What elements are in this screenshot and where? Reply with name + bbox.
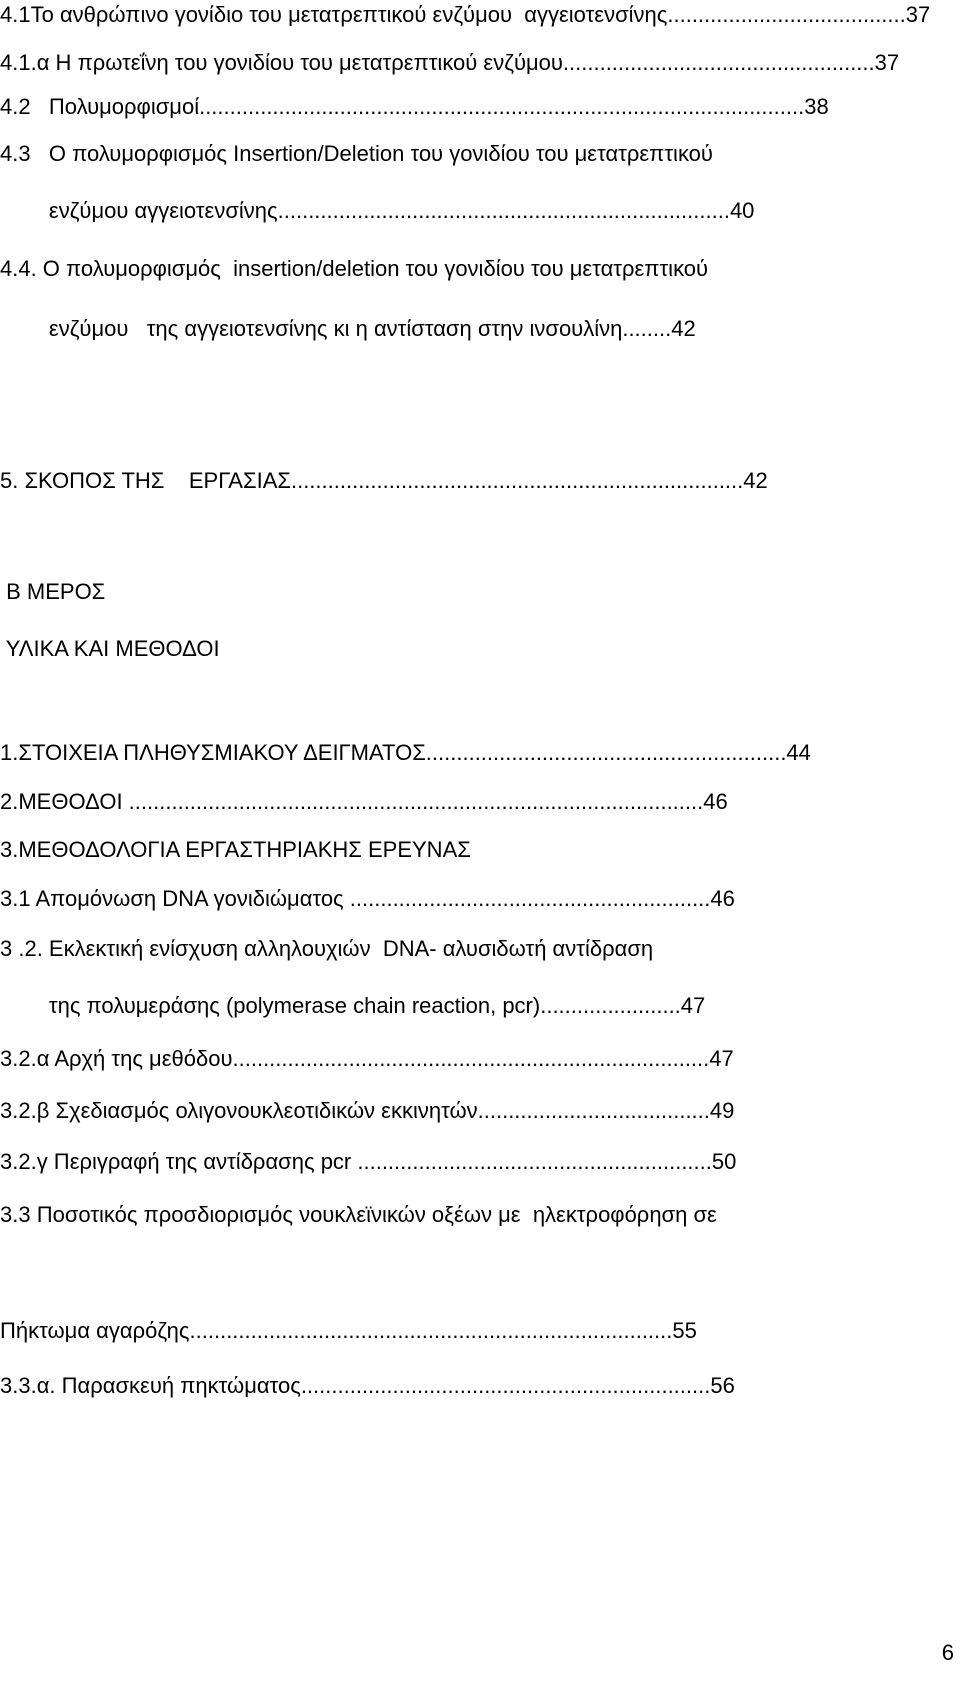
toc-entry-4-2: 4.2 Πολυμορφισμοί...................................................................................................38	[0, 94, 829, 119]
toc-entry-3-2-cont: της πολυμεράσης (polymerase chain reaction, pcr).......................47	[0, 993, 706, 1018]
toc-entry-4-1: 4.1Το ανθρώπινο γονίδιο του μετατρεπτικού ενζύμου αγγειοτενσίνης.......................................37	[0, 2, 931, 27]
toc-entry-3-2-b: 3.2.β Σχεδιασμός ολιγονουκλεοτιδικών εκκινητών......................................49	[0, 1098, 735, 1123]
toc-entry-3-3-cont: Πήκτωμα αγαρόζης...............................................................................55	[0, 1318, 697, 1343]
toc-entry-3-2: 3 .2. Εκλεκτική ενίσχυση αλληλουχιών DNA- αλυσιδωτή αντίδραση	[0, 936, 654, 961]
toc-entry-3-3-a: 3.3.α. Παρασκευή πηκτώματος...................................................................56	[0, 1373, 735, 1398]
toc-entry-5: 5. ΣΚΟΠΟΣ ΤΗΣ ΕΡΓΑΣΙΑΣ..........................................................................42	[0, 468, 768, 493]
section-heading-materials-methods: ΥΛΙΚΑ ΚΑΙ ΜΕΘΟΔΟΙ	[0, 636, 220, 661]
toc-entry-1: 1.ΣΤΟΙΧΕΙΑ ΠΛΗΘΥΣΜΙΑΚΟΥ ΔΕΙΓΜΑΤΟΣ...........................................................44	[0, 740, 811, 765]
toc-entry-3-2-a: 3.2.α Αρχή της μεθόδου..............................................................................47	[0, 1046, 734, 1071]
toc-entry-4-3: 4.3 Ο πολυμορφισμός Insertion/Deletion του γονιδίου του μετατρεπτικού	[0, 141, 713, 166]
toc-entry-4-4: 4.4. Ο πολυμορφισμός insertion/deletion του γονιδίου του μετατρεπτικού	[0, 256, 709, 281]
toc-entry-3-3: 3.3 Ποσοτικός προσδιορισμός νουκλεϊνικών οξέων με ηλεκτροφόρηση σε	[0, 1202, 717, 1227]
toc-entry-4-1-a: 4.1.α Η πρωτεΐνη του γονιδίου του μετατρεπτικού ενζύμου...................................................37	[0, 50, 900, 75]
toc-entry-2: 2.ΜΕΘΟΔΟΙ ..............................................................................................46	[0, 789, 728, 814]
section-heading-part-b: Β ΜΕΡΟΣ	[0, 579, 106, 604]
toc-entry-3: 3.ΜΕΘΟΔΟΛΟΓΙΑ ΕΡΓΑΣΤΗΡΙΑΚΗΣ ΕΡΕΥΝΑΣ	[0, 837, 471, 862]
toc-entry-3-1: 3.1 Απομόνωση DNA γονιδιώματος ...........................................................46	[0, 886, 735, 911]
toc-entry-3-2-c: 3.2.γ Περιγραφή της αντίδρασης pcr ..........................................................50	[0, 1149, 737, 1174]
toc-entry-4-4-cont: ενζύμου της αγγειοτενσίνης κι η αντίσταση στην ινσουλίνη........42	[0, 316, 696, 341]
page-number: 6	[941, 1640, 954, 1665]
toc-entry-4-3-cont: ενζύμου αγγειοτενσίνης..........................................................................40	[0, 198, 755, 223]
